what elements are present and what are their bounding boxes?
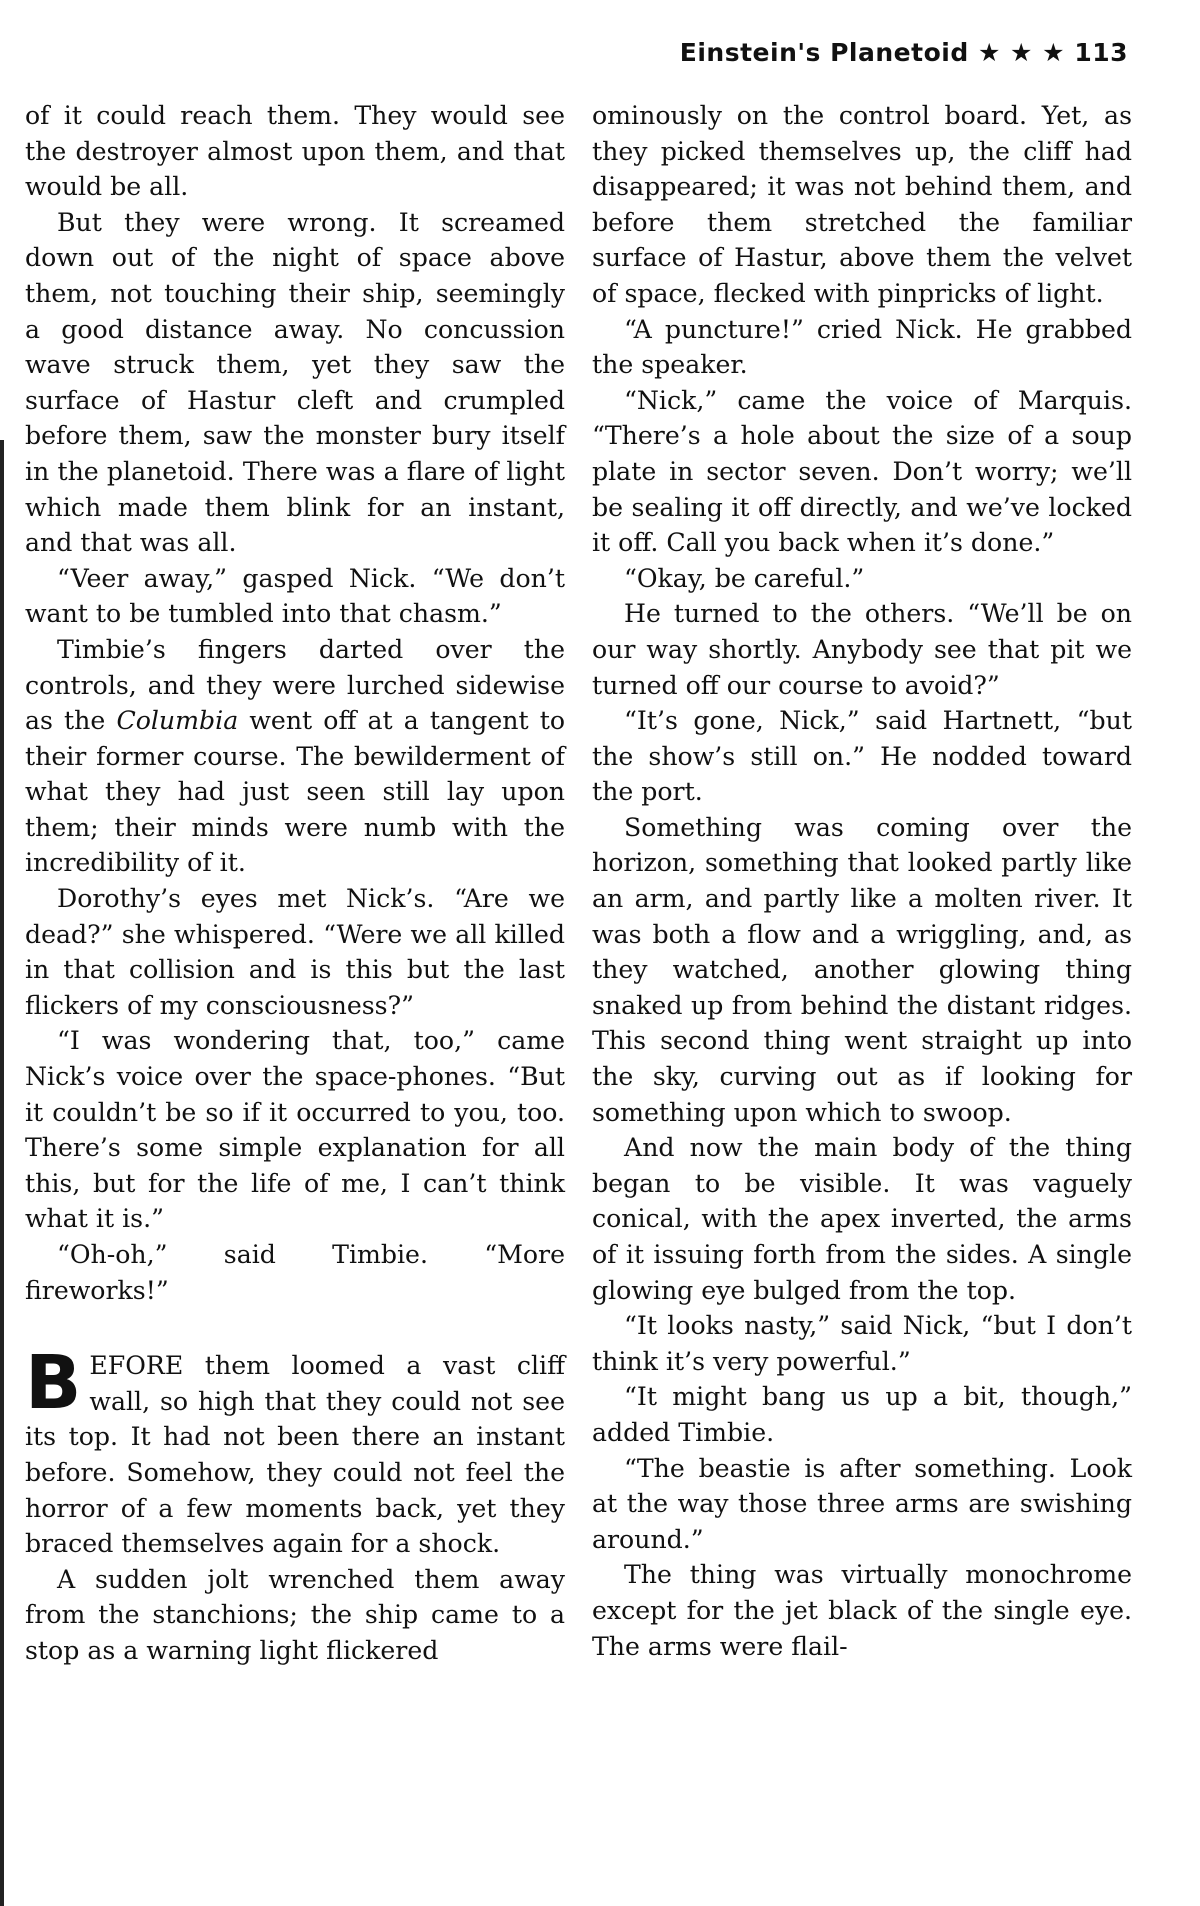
paragraph: But they were wrong. It screamed down out of the night of space above them, not touching their ship, seemingly a good distance away. No concussion wave struck them, yet they saw the surface of Hastur cleft and crumpled before them, saw the monster bury itself in the planetoid. There was a flare of light which made them blink for an instant, and that was all.	[25, 207, 565, 558]
paragraph: “A puncture!” cried Nick. He grabbed the speaker.	[592, 314, 1132, 380]
paragraph: “Oh-oh,” said Timbie. “More fireworks!”	[25, 1240, 565, 1305]
running-header	[680, 38, 1128, 67]
section-opening-paragraph	[25, 1340, 565, 1562]
ship-name: Columbia	[116, 706, 239, 736]
paragraph: The thing was virtually monochrome except for the jet black of the single eye. The arms were flail-	[592, 1560, 1132, 1661]
paragraph: ominously on the control board. Yet, as they picked themselves up, the cliff had disappeared; it was not behind them, and before them stretched the familiar surface of Hastur, above them the velvet of space, flecked with pinpricks of light.	[592, 101, 1132, 308]
page-edge-shadow	[0, 440, 4, 1906]
paragraph: He turned to the others. “We’ll be on our way shortly. Anybody see that pit we turned off our course to avoid?”	[592, 599, 1132, 700]
paragraph: Dorothy’s eyes met Nick’s. “Are we dead?” she whispered. “Were we all killed in that collision and is this but the last flickers of my consciousness?”	[25, 884, 565, 1020]
drop-cap: B	[25, 1340, 82, 1427]
paragraph-text: went off at a tangent to their former course. The bewilderment of what they had just seen still lay upon them; their minds were numb with the incredibility of it.	[25, 706, 565, 878]
paragraph-text: EFORE them loomed a vast cliff wall, so high that they could not see its top. It had not been there an instant before. Somehow, they could not feel the horror of a few moments back, yet they braced themselves again for a shock.	[25, 1351, 565, 1559]
paragraph: “Okay, be careful.”	[624, 563, 865, 593]
paragraph: “The beastie is after something. Look at the way those three arms are swishing around.”	[592, 1453, 1132, 1554]
paragraph: “It’s gone, Nick,” said Hartnett, “but the show’s still on.” He nodded toward the port.	[592, 706, 1132, 807]
right-column	[592, 98, 1132, 1664]
paragraph: “Veer away,” gasped Nick. “We don’t want to be tumbled into that chasm.”	[25, 563, 565, 629]
paragraph: “It looks nasty,” said Nick, “but I don’t think it’s very powerful.”	[592, 1311, 1132, 1376]
paragraph: And now the main body of the thing began to be visible. It was vaguely conical, with the apex inverted, the arms of it issuing forth from the sides. A single glowing eye bulged from the top.	[592, 1133, 1132, 1305]
left-column	[25, 98, 565, 1669]
paragraph: Something was coming over the horizon, something that looked partly like an arm, and partly like a molten river. It was both a flow and a wriggling, and, as they watched, another glowing thing snaked up from behind the distant ridges. This second thing went straight up into the sky, curving out as if looking for something upon which to swoop.	[592, 812, 1132, 1127]
paragraph: “Nick,” came the voice of Marquis. “There’s a hole about the size of a soup plate in sector seven. Don’t worry; we’ll be sealing it off directly, and we’ve locked it off. Call you back when it’s done.”	[592, 385, 1132, 558]
header-stars: ★ ★ ★	[977, 38, 1066, 67]
paragraph-text: Timbie’s fingers darted over the controls, and they were lurched sidewise as the	[25, 634, 565, 736]
paragraph: “It might bang us up a bit, though,” added Timbie.	[592, 1382, 1132, 1447]
page-number: 113	[1074, 38, 1128, 67]
paragraph: A sudden jolt wrenched them away from the stanchions; the ship came to a stop as a warning light flickered	[25, 1564, 565, 1665]
paragraph: of it could reach them. They would see the destroyer almost upon them, and that would be all.	[25, 101, 565, 202]
section-break	[25, 1308, 565, 1348]
paragraph	[25, 632, 565, 881]
paragraph: “I was wondering that, too,” came Nick’s voice over the space-phones. “But it couldn’t be so if it occurred to you, too. There’s some simple explanation for all this, but for the life of me, I can’t think what it is.”	[25, 1026, 565, 1234]
running-title: Einstein's Planetoid	[679, 38, 969, 67]
